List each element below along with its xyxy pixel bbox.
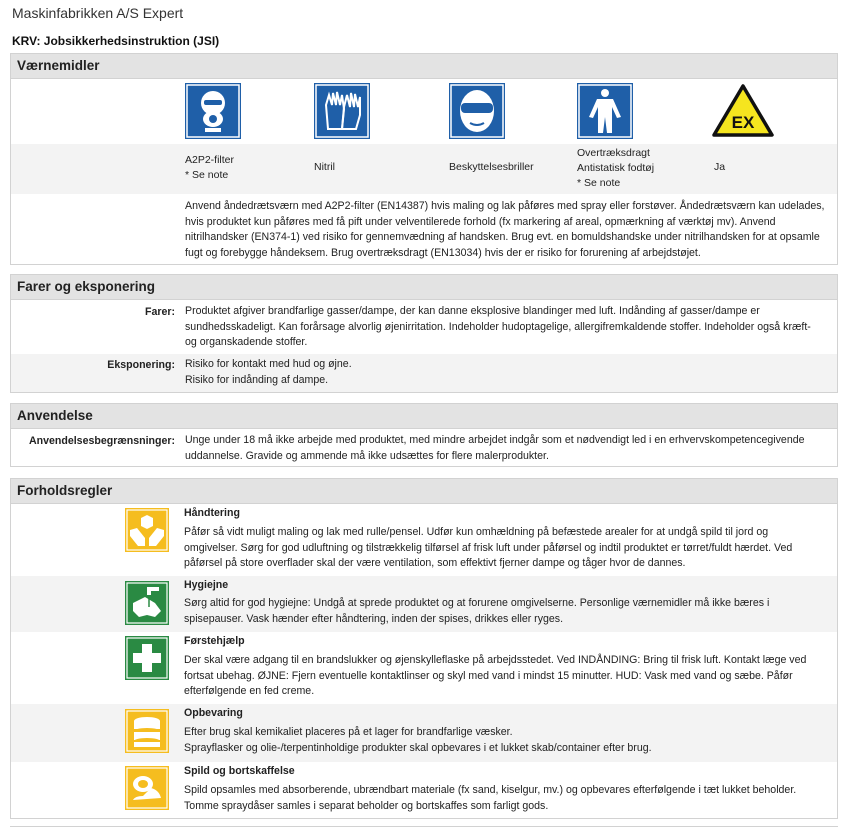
gloves-icon <box>314 83 370 139</box>
first-aid-icon <box>125 636 169 680</box>
footer-divider <box>10 826 838 827</box>
precaution-spill <box>11 762 837 818</box>
hygiene-icon <box>125 581 169 625</box>
eksponering-label: Eksponering: <box>107 359 175 371</box>
farer-label: Farer: <box>144 306 175 318</box>
precaution-title: Spild og bortskaffelse <box>184 765 295 777</box>
ppe-label: Nitril <box>314 161 335 173</box>
precaution-title: Hygiejne <box>184 579 229 591</box>
section-title: Anvendelse <box>11 404 837 429</box>
section-title: Værnemidler <box>11 54 837 79</box>
anvendelse-text: Unge under 18 må ikke arbejde med produktet, med mindre arbejdet indgår som et nødvendigt led i en erhvervskompetencegivende uddannelse. Gravide og ammende må ikke udsættes for flere malerprodukter. <box>185 434 805 462</box>
handling-icon <box>125 508 169 552</box>
section-vaernemidler <box>10 53 838 265</box>
ppe-note: Anvend åndedrætsværn med A2P2-filter (EN14387) hvis maling og lak påføres med spray eller forstøver. Åndedrætsværn kan udelades, hvis produktet kun påføres med få pift under velventilerede forhold (fx markering af areal, opmærkning af værktøj mv). Anvend nitrilhandsker (EN374-1) ved risiko for gennemvædning af handsken. Brug evt. en bomuldshandske under nitrilhandsken for at opsamle fugt og forebygge håndeksem. Brug overtræksdragt (EN13034) hvis der er risiko for forurening af arbejdstøjet. <box>185 200 825 259</box>
respirator-icon <box>185 83 241 139</box>
precaution-storage <box>11 704 837 762</box>
precaution-text: Efter brug skal kemikaliet placeres på et lager for brandfarlige væsker. Sprayflasker og olie-/terpentinholdige produkter skal opbevares i et lukket skab/container efter brug. <box>184 726 652 754</box>
storage-icon <box>125 709 169 753</box>
precaution-title: Håndtering <box>184 507 240 519</box>
ppe-label: A2P2-filter * Se note <box>185 154 235 181</box>
goggles-icon <box>449 83 505 139</box>
section-title: Forholdsregler <box>11 479 837 504</box>
company-name: Maskinfabrikken A/S Expert <box>12 5 184 21</box>
ppe-label: Ja <box>714 161 726 173</box>
precaution-text: Sørg altid for god hygiejne: Undgå at sprede produktet og at forurene omgivelserne. Personlige værnemidler må ikke bæres i spisepauser. Vask hænder efter håndtering, inden der spises, drikkes eller ryges. <box>184 597 770 625</box>
precaution-first-aid <box>11 632 837 704</box>
ppe-label: Overtræksdragt Antistatisk fodtøj * Se note <box>577 147 655 189</box>
spill-icon <box>125 766 169 810</box>
section-anvendelse <box>10 403 838 467</box>
precaution-text: Påfør så vidt muligt maling og lak med rulle/pensel. Udfør kun omhældning på befæstede arealer for at undgå spild til jord og omgivelser. Sørg for god udluftning og tilstrækkelig tilførsel af frisk luft under påførsel og indtil produktet er tørret/fuldt hærdet. Ved påførsel på store overflader skal der være ventilation, som effektivt fjerner dampe og tåger hvor de dannes. <box>184 526 793 569</box>
eksponering-text: Risiko for kontakt med hud og øjne. Risiko for indånding af dampe. <box>185 358 352 386</box>
precaution-title: Førstehjælp <box>184 635 245 647</box>
ppe-label: Beskyttelsesbriller <box>449 161 534 173</box>
section-forholdsregler <box>10 478 838 819</box>
anvendelse-label: Anvendelsesbegrænsninger: <box>29 435 175 447</box>
precaution-hygiene <box>11 576 837 632</box>
section-farer <box>10 274 838 393</box>
svg-text:EX: EX <box>731 113 755 132</box>
ex-warning-icon <box>711 83 767 139</box>
precaution-text: Spild opsamles med absorberende, ubrændbart materiale (fx sand, kiselgur, mv.) og opbevares efterfølgende i tæt lukket beholder. Tomme spraydåser samles i separat beholder og bortskaffes som farligt gods. <box>184 784 797 812</box>
document-title: KRV: Jobsikkerhedsinstruktion (JSI) <box>12 34 220 48</box>
farer-text: Produktet afgiver brandfarlige gasser/dampe, der kan danne eksplosive blandinger med luft. Indånding af gasser/dampe er sundhedsskadeligt. Kan forårsage alvorlig øjenirritation. Indeholder hudoptagelige, allergifremkaldende stoffer. Indeholder også kræft- og organskadende stoffer. <box>185 305 811 348</box>
precaution-title: Opbevaring <box>184 707 243 719</box>
precaution-handling <box>11 504 837 576</box>
coverall-icon <box>577 83 633 139</box>
section-title: Farer og eksponering <box>11 275 837 300</box>
precaution-text: Der skal være adgang til en brandslukker og øjenskylleflaske på arbejdsstedet. Ved INDÅNDING: Bring til frisk luft. Kontakt læge ved fortsat ubehag. ØJNE: Fjern eventuelle kontaktlinser og skyl med vand i mindst 15 minutter. HUD: Vask med vand og sæbe. Påfør efterfølgende en fed creme. <box>184 654 807 697</box>
